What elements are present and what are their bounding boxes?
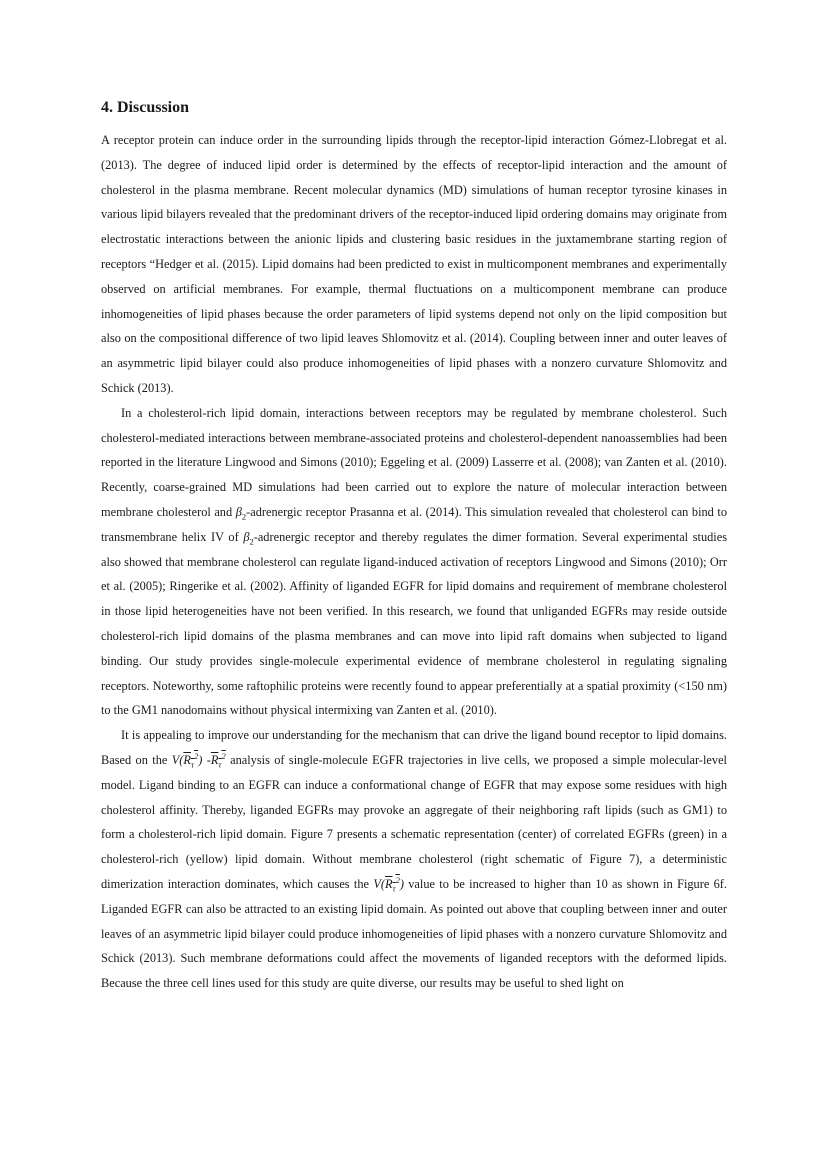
paragraph-3-text-b: analysis of single-molecule EGFR trajectories in live cells, we proposed a simple molecular-level model. Ligand binding to an EGFR can induce a conformational change of EGFR that may expose some residues with high cholesterol affinity. Thereby, liganded EGFRs may provoke an aggregate of their neighboring raft lipids (such as GM1) to form a cholesterol-rich lipid domain. Figure 7 presents a schematic representation (center) of correlated EGFRs (green) in a cholesterol-rich (yellow) lipid domain. Without membrane cholesterol (right schematic of Figure 7), a deterministic dimerization interaction dominates, which causes the — [101, 752, 727, 891]
r-symbol: R — [183, 752, 191, 767]
discussion-body — [101, 128, 727, 996]
paragraph-3-text-c: value to be increased to higher than 10 as shown in Figure 6f. Liganded EGFR can also be attracted to an existing lipid domain. As pointed out above that coupling between inner and outer leaves of an asymmetric lipid bilayer could produce inhomogeneities of lipid phases with a nonzero curvature Shlomovitz and Schick (2013). Such membrane deformations could affect the movements of liganded receptors with the deformed lipids. Because the three cell lines used for this study are quite diverse, our results may be useful to shed light on — [101, 876, 727, 991]
beta-subscript: 2 — [249, 536, 254, 547]
tau-subscript: τ — [392, 883, 396, 894]
section-heading: 4. Discussion — [101, 99, 190, 116]
v-rtau-formula: $V(R_\tau^2)$ — [373, 874, 404, 894]
r-tau-squared — [210, 750, 226, 770]
paragraph-2 — [101, 401, 727, 723]
r-symbol: R — [384, 876, 393, 891]
v-symbol: V — [373, 876, 381, 891]
paragraph-3 — [101, 723, 727, 996]
square-exponent: 2 — [221, 750, 226, 761]
paragraph-1: A receptor protein can induce order in the surrounding lipids through the receptor-lipid interaction Gómez-Llobregat et al. (2013). The degree of induced lipid order is determined by the effects of receptor-lipid interaction and the amount of cholesterol in the plasma membrane. Recent molecular dynamics (MD) simulations of human receptor tyrosine kinases in various lipid bilayers revealed that the predominant drivers of the receptor-induced lipid ordering domains may originate from electrostatic interactions between the anionic lipids and clustering basic residues in the juxtamembrane starting region of receptors “Hedger et al. (2015). Lipid domains had been predicted to exist in multicomponent membranes and experimentally observed on artificial membranes. For example, thermal fluctuations on a multicomponent membrane can produce inhomogeneities of lipid phases because the order parameters of lipid systems depend not only on the lipid composition but also on the compositional difference of two lipid leaves Shlomovitz et al. (2014). Coupling between inner and outer leaves of an asymmetric lipid bilayer could also produce inhomogeneities of lipid phases with a nonzero curvature Shlomovitz and Schick (2013). — [101, 133, 727, 395]
paragraph-3-text-a: It is appealing to improve our understanding for the mechanism that can drive the ligand bound receptor to lipid domains. Based on the — [101, 728, 727, 767]
formula-dash: - — [202, 752, 211, 767]
paragraph-2-text-a: In a cholesterol-rich lipid domain, interactions between receptors may be regulated by membrane cholesterol. Such cholesterol-mediated interactions between membrane-associated proteins and cholesterol-dependent nanoassemblies had been reported in the literature Lingwood and Simons (2010); Eggeling et al. (2009) Lasserre et al. (2008); van Zanten et al. (2010). Recently, coarse-grained MD simulations had been carried out to explore the nature of molecular interaction between membrane cholesterol and — [101, 405, 727, 519]
tau-subscript: τ — [218, 759, 222, 770]
paragraph-2-text-b: -adrenergic receptor Prasanna et al. (2014). This simulation revealed that cholesterol can bind to transmembrane helix IV of — [101, 504, 727, 544]
r-symbol: R — [210, 752, 219, 767]
v-rtau-formula: $V(R_\tau^2)$ — [171, 750, 203, 770]
beta-symbol: β — [243, 529, 250, 544]
square-exponent: 2 — [194, 750, 199, 761]
beta-subscript: 2 — [241, 511, 247, 522]
tau-subscript: τ — [190, 759, 194, 770]
beta-symbol: β — [235, 504, 242, 519]
v-symbol: V — [171, 752, 180, 767]
square-exponent: 2 — [395, 874, 400, 885]
paragraph-2-text-c: -adrenergic receptor and thereby regulates the dimer formation. Several experimental studies also showed that membrane cholesterol can regulate ligand-induced activation of receptors Lingwood and Simons (2010); Orr et al. (2005); Ringerike et al. (2002). Affinity of liganded EGFR for lipid domains and requirement of membrane cholesterol in those lipid heterogeneities have not been verified. In this research, we found that unliganded EGFRs may reside outside cholesterol-rich lipid domains of the plasma membranes and can move into lipid raft domains when subjected to ligand binding. Our study provides single-molecule experimental evidence of membrane cholesterol in regulating signaling receptors. Noteworthy, some raftophilic proteins were recently found to appear preferentially at a spatial proximity (<150 nm) to the GM1 nanodomains without physical intermixing van Zanten et al. (2010). — [101, 529, 728, 718]
